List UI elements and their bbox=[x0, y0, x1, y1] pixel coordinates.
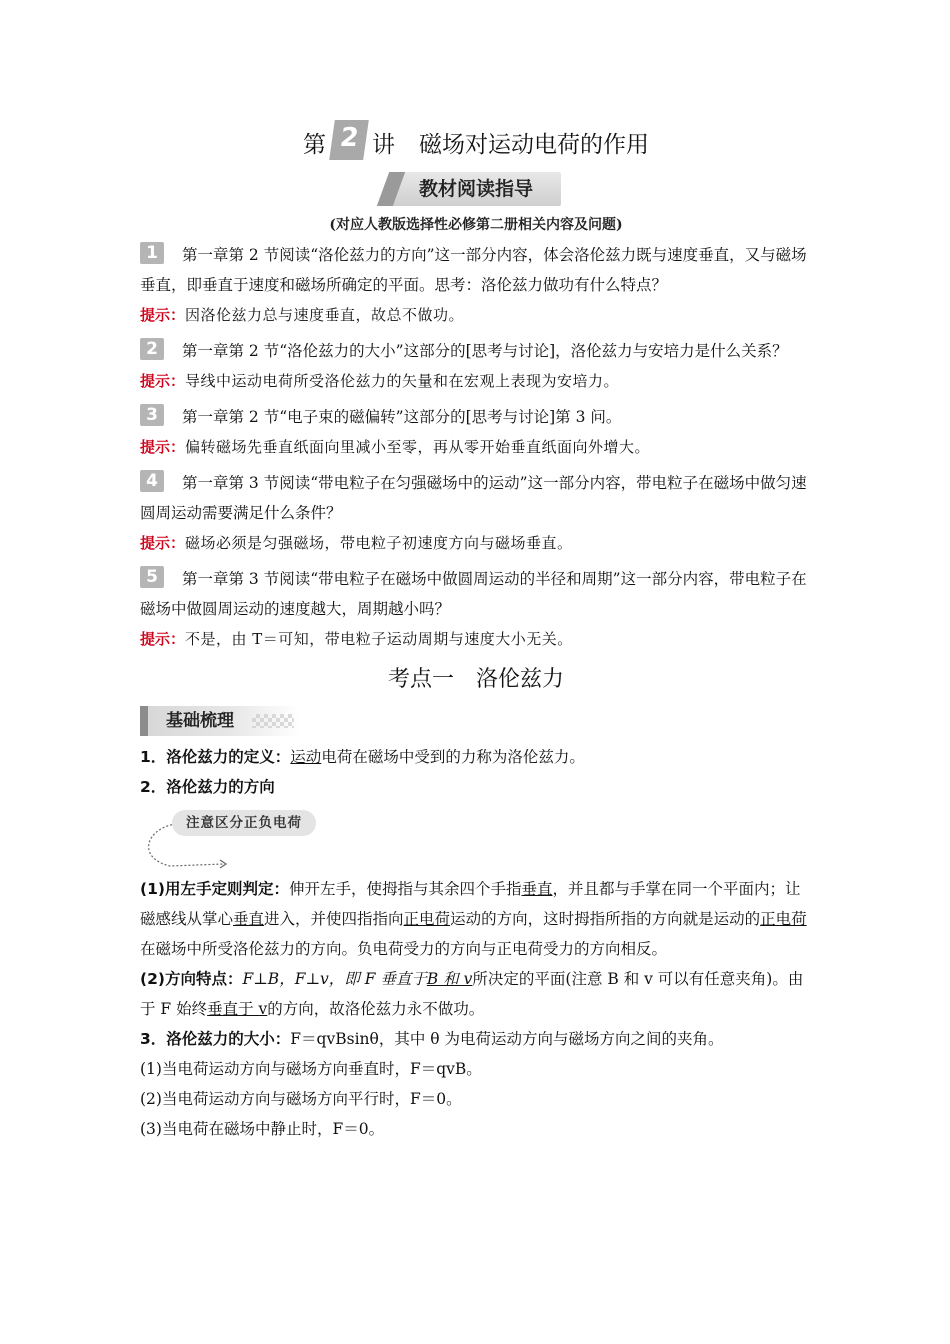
hint-label: 提示： bbox=[140, 534, 186, 552]
reading-guide-subnote: (对应人教版选择性必修第二册相关内容及问题) bbox=[329, 217, 623, 233]
basics-tag-label: 基础梳理 bbox=[166, 711, 234, 731]
hint-text: 磁场必须是匀强磁场，带电粒子初速度方向与磁场垂直。 bbox=[185, 534, 573, 552]
direction-feature-label: (2)方向特点： bbox=[140, 970, 243, 988]
note-pill: 注意区分正负电荷 bbox=[172, 810, 316, 836]
question-text: 第一章第 3 节阅读“带电粒子在磁场中做圆周运动的半径和周期”这一部分内容，带电粒子在磁场中做圆周运动的速度越大，周期越小吗？ bbox=[140, 570, 807, 618]
title-text: 磁场对运动电荷的作用 bbox=[419, 132, 649, 158]
question-item bbox=[140, 240, 812, 300]
note-callout bbox=[140, 806, 812, 874]
question-item bbox=[140, 402, 812, 432]
question-text: 第一章第 2 节“电子束的磁偏转”这部分的[思考与讨论]第 3 问。 bbox=[182, 408, 622, 426]
hint-label: 提示： bbox=[140, 438, 186, 456]
text-run: 运动的方向，这时拇指所指的方向就是运动的 bbox=[450, 910, 761, 928]
question-item bbox=[140, 336, 812, 366]
hint-text: 导线中运动电荷所受洛伦兹力的矢量和在宏观上表现为安培力。 bbox=[185, 372, 620, 390]
case-parallel: (2)当电荷运动方向与磁场方向平行时，F＝0。 bbox=[140, 1090, 462, 1108]
direction-feature-paragraph bbox=[140, 964, 812, 1024]
underlined-term: 垂直于 v bbox=[207, 1000, 268, 1018]
reading-guide-banner: 教材阅读指导 bbox=[391, 172, 561, 206]
text-run: ，并且都与手掌在同一个平面内；让磁感线从掌心 bbox=[140, 880, 801, 928]
section-title: 洛伦兹力 bbox=[476, 667, 565, 692]
lecture-number-badge: 2 bbox=[329, 120, 369, 160]
question-item bbox=[140, 564, 812, 624]
text-run: 伸开左手，使拇指与其余四个手指 bbox=[288, 880, 522, 898]
question-text: 第一章第 3 节阅读“带电粒子在匀强磁场中的运动”这一部分内容，带电粒子在磁场中做匀速圆周运动需要满足什么条件？ bbox=[140, 474, 807, 522]
question-number-badge: 5 bbox=[140, 566, 164, 588]
question-number-badge: 1 bbox=[140, 242, 164, 264]
title-prefix: 第 bbox=[303, 132, 326, 158]
hint-text: 因洛伦兹力总与速度垂直，故总不做功。 bbox=[185, 306, 465, 324]
hint-text: 不是，由 T＝可知，带电粒子运动周期与速度大小无关。 bbox=[185, 630, 573, 648]
underlined-term: 正电荷 bbox=[403, 910, 451, 928]
question-number-badge: 4 bbox=[140, 470, 164, 492]
underlined-term: 垂直 bbox=[233, 910, 265, 928]
hint-line bbox=[140, 366, 812, 396]
hint-line bbox=[140, 624, 812, 654]
underlined-term: B 和 v bbox=[426, 970, 473, 988]
text-run: 所决定的平面(注意 B 和 v 可以有任意夹角)。由于 F 始终 bbox=[140, 970, 804, 1018]
underlined-term: 垂直 bbox=[521, 880, 553, 898]
direction-heading: 2．洛伦兹力的方向 bbox=[140, 778, 275, 796]
hint-line bbox=[140, 432, 812, 462]
checker-decoration bbox=[252, 714, 294, 728]
section-heading bbox=[140, 660, 812, 700]
section-number: 考点一 bbox=[387, 667, 454, 692]
hint-label: 提示： bbox=[140, 306, 186, 324]
case-perpendicular: (1)当电荷运动方向与磁场方向垂直时，F＝qvB。 bbox=[140, 1060, 482, 1078]
definition-underlined: 运动 bbox=[290, 748, 322, 766]
definition-rest: 电荷在磁场中受到的力称为洛伦兹力。 bbox=[321, 748, 585, 766]
hint-label: 提示： bbox=[140, 630, 186, 648]
question-text: 第一章第 2 节“洛伦兹力的大小”这部分的[思考与讨论]，洛伦兹力与安培力是什么关系？ bbox=[182, 342, 788, 360]
hint-line bbox=[140, 528, 812, 558]
hint-line bbox=[140, 300, 812, 330]
magnitude-formula: F＝qvBsinθ，其中 θ 为电荷运动方向与磁场方向之间的夹角。 bbox=[290, 1030, 724, 1048]
magnitude-label: 3．洛伦兹力的大小： bbox=[140, 1030, 291, 1048]
definition-paragraph bbox=[140, 742, 812, 772]
question-text: 第一章第 2 节阅读“洛伦兹力的方向”这一部分内容，体会洛伦兹力既与速度垂直，又与磁场垂直，即垂直于速度和磁场所确定的平面。思考：洛伦兹力做功有什么特点？ bbox=[140, 246, 807, 294]
question-item bbox=[140, 468, 812, 528]
magnitude-paragraph bbox=[140, 1024, 812, 1054]
underlined-term: 正电荷 bbox=[760, 910, 807, 928]
text-run: F⊥B，F⊥v，即 F 垂直于 bbox=[242, 970, 427, 988]
text-run: 的方向，故洛伦兹力永不做功。 bbox=[267, 1000, 485, 1018]
lecture-title bbox=[140, 120, 812, 170]
basics-tag bbox=[140, 706, 300, 736]
page bbox=[140, 120, 812, 1144]
case-static: (3)当电荷在磁场中静止时，F＝0。 bbox=[140, 1120, 385, 1138]
definition-label: 1．洛伦兹力的定义： bbox=[140, 748, 291, 766]
question-number-badge: 3 bbox=[140, 404, 164, 426]
question-number-badge: 2 bbox=[140, 338, 164, 360]
text-run: 进入，并使四指指向 bbox=[264, 910, 404, 928]
left-hand-rule-paragraph bbox=[140, 874, 812, 964]
title-suffix: 讲 bbox=[372, 132, 395, 158]
text-run: 在磁场中所受洛伦兹力的方向。负电荷受力的方向与正电荷受力的方向相反。 bbox=[140, 940, 668, 958]
hint-label: 提示： bbox=[140, 372, 186, 390]
hint-text: 偏转磁场先垂直纸面向里减小至零，再从零开始垂直纸面向外增大。 bbox=[185, 438, 651, 456]
question-list bbox=[140, 240, 812, 654]
left-hand-rule-label: (1)用左手定则判定： bbox=[140, 880, 289, 898]
